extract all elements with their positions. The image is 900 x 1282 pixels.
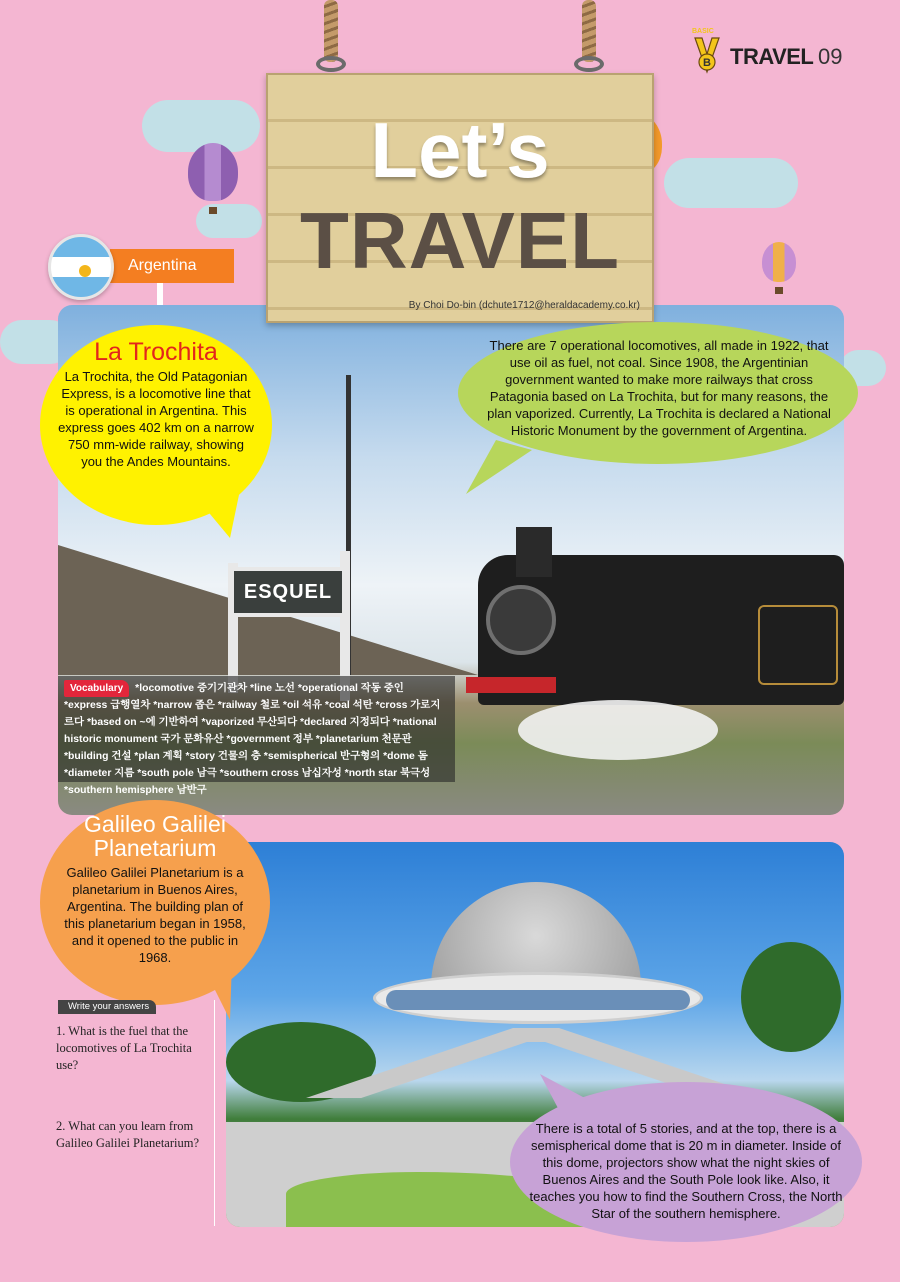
bubble-tail	[190, 490, 250, 540]
locomotive-panel	[758, 605, 838, 685]
question-2: 2. What can you learn from Galileo Galilei Planetarium?	[56, 1119, 200, 1150]
title-line-2: TRAVEL	[299, 196, 621, 285]
country-tag: Argentina	[110, 249, 234, 283]
vocabulary-box	[58, 676, 455, 796]
la-trochita-title: La Trochita	[94, 338, 218, 366]
cloud	[664, 158, 798, 208]
rope-left	[324, 0, 338, 62]
vocabulary-text: *locomotive 증기기관차 *line 노선 *operational 작동 중인 *express 급행열차 *narrow 좁은 *railway 철로 *oil 석유 *coal 석탄 *cross 가로지르다 *based on ~에 기반하여 *vaporized 무산되다 *declared 지정되다 *national historic monument 국가 문화유산 *government 정부 *planetarium 천문관 *building 건설 *plan 계획 *story 건물의 층 *semispherical 반구형의 *dome 돔 *diameter 지름 *south pole 남극 *southern cross 남십자성 *north star 북극성 *southern hemisphere 남반구	[64, 683, 441, 796]
flag-pole	[157, 283, 163, 305]
la-trochita-detail-text: There are 7 operational locomotives, all made in 1922, that use oil as fuel, not coal. Since 1908, the Argentinian government wanted to make more railways that cross Patagonia based on La Trochita, but for many reasons, the plan vaporized. Currently, La Trochita is declared a National Historic Monument by the government of Argentina.	[487, 338, 831, 438]
rope-ring-left	[316, 56, 346, 72]
planetarium-windows	[386, 990, 690, 1010]
cloud	[196, 204, 262, 238]
vocabulary-label: Vocabulary	[64, 680, 129, 697]
hot-air-balloon-icon	[188, 143, 238, 201]
balloon-basket	[209, 207, 217, 214]
column-divider	[214, 1000, 215, 1226]
section-title: TRAVEL	[730, 44, 814, 69]
locomotive-buffer	[466, 677, 556, 693]
planetarium-title-line-1: Galileo Galilei	[84, 811, 226, 837]
steam	[518, 700, 718, 760]
rope-right	[582, 0, 596, 62]
write-answers-label: Write your answers	[58, 1000, 156, 1014]
locomotive-chimney	[516, 527, 552, 577]
bubble-tail	[466, 440, 536, 496]
brand-logo-icon	[692, 32, 722, 74]
rope-ring-right	[574, 56, 604, 72]
hot-air-balloon-icon	[762, 242, 796, 282]
station-sign: ESQUEL	[230, 567, 346, 617]
page-number: 09	[818, 44, 843, 69]
planetarium-title-line-2: Planetarium	[93, 835, 217, 861]
sun-icon	[79, 265, 91, 277]
question-1: 1. What is the fuel that the locomotives of La Trochita use?	[56, 1024, 192, 1072]
locomotive-front	[486, 585, 556, 655]
title-sign	[266, 73, 654, 323]
planetarium-detail-text: There is a total of 5 stories, and at the top, there is a semispherical dome that is 20 m in diameter. Inside of this dome, projectors show what the night skies of Buenos Aires and the South Pole look like. Also, it teaches you how to find the Southern Cross, the North Star of the southern hemisphere.	[529, 1121, 843, 1221]
bubble-tail	[200, 960, 240, 1022]
argentina-flag-icon	[48, 234, 114, 300]
byline: By Choi Do-bin (dchute1712@heraldacademy.co.kr)	[408, 300, 640, 311]
balloon-basket	[775, 287, 783, 294]
planetarium-text: Galileo Galilei Planetarium is a planetarium in Buenos Aires, Argentina. The building plan of this planetarium began in 1958, and it opened to the public in 1968.	[64, 865, 246, 965]
svg-text:B: B	[703, 57, 711, 69]
planetarium-title	[48, 812, 262, 860]
title-line-1: Let’s	[370, 106, 550, 194]
cloud	[142, 100, 260, 152]
bubble-tail	[540, 1074, 600, 1114]
la-trochita-text: La Trochita, the Old Patagonian Express, is a locomotive line that is operational in Argentina. This express goes 402 km on a narrow 750 mm-wide railway, showing you the Andes Mountains.	[58, 369, 254, 469]
tree	[741, 942, 841, 1052]
brand-text: BASIC	[692, 28, 714, 35]
